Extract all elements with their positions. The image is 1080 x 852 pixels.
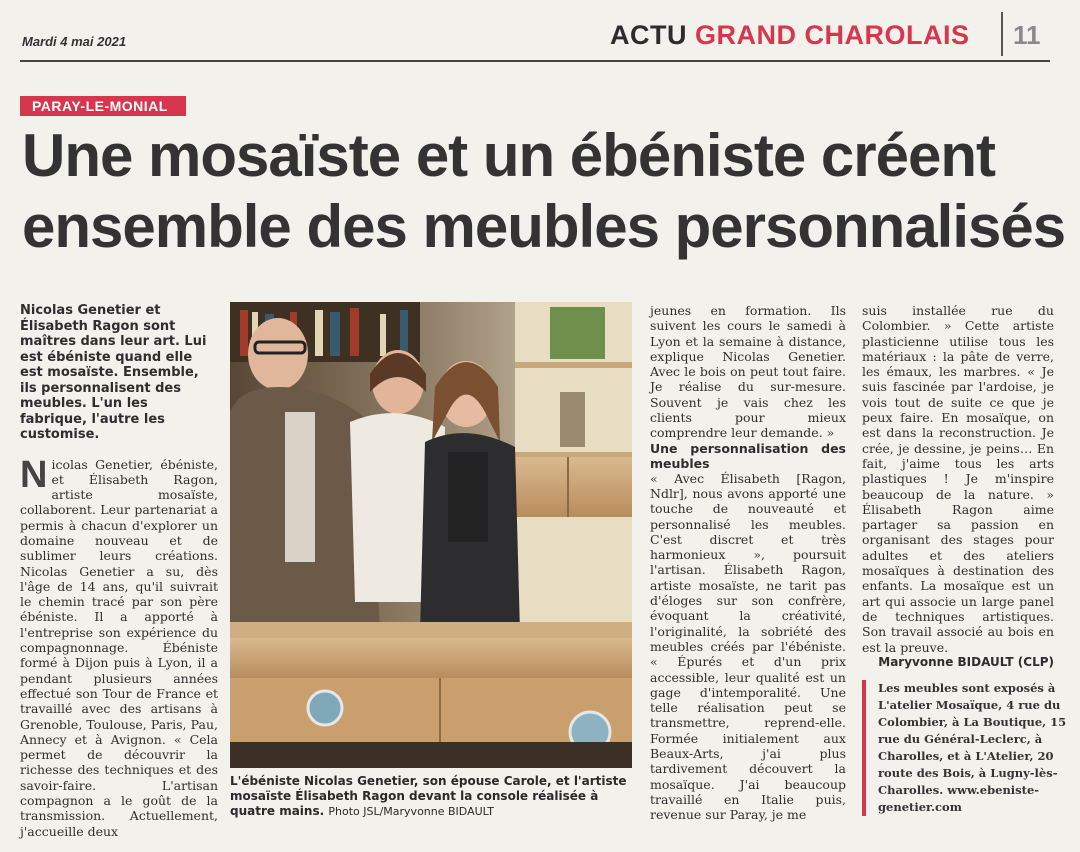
section-title <box>610 20 970 51</box>
column-4 <box>862 303 1054 669</box>
header-rule <box>20 60 1050 62</box>
photo-illustration <box>230 302 632 768</box>
body-paragraph-2: jeunes en formation. Ils suivent les cours le samedi à Lyon et la semaine à distance, explique Nicolas Genetier. Avec le bois on peut tout faire. Je réalise du sur-mesure. Souvent je vais chez les clients pour mieux comprendre leur demande. » <box>650 303 846 441</box>
location-kicker: PARAY-LE-MONIAL <box>20 96 186 116</box>
author-signature: Maryvonne BIDAULT (CLP) <box>878 654 1054 669</box>
article-photo <box>230 302 632 768</box>
exhibition-infobox: Les meubles sont exposés à L'atelier Mosaïque, 4 rue du Colombier, à La Boutique, 15 rue du Général-Leclerc, à Charolles, et à L'Atelier, 20 route des Bois, à Lugny-lès-Charolles. www.ebeniste-genetier.com <box>862 680 1070 816</box>
headline-line-2: ensemble des meubles personnalisés <box>22 193 1066 260</box>
headline-line-1: Une mosaïste et un ébéniste créent <box>22 122 995 189</box>
drop-cap: N <box>20 453 48 496</box>
page-number: 11 <box>1013 20 1041 50</box>
section-prefix: ACTU <box>610 20 687 50</box>
caption-text: L'ébéniste Nicolas Genetier, son épouse Carole, et l'artiste mosaïste Élisabeth Ragon devant la console réalisée à quatre mains. <box>230 774 627 818</box>
body-paragraph-1 <box>20 453 218 839</box>
body-paragraph-3: « Avec Élisabeth [Ragon, Ndlr], nous avons apporté une touche de nouveauté et personnalisé les meubles. C'est discret et très harmonieux », poursuit l'artisan. Élisabeth Ragon, artiste mosaïste, ne tarit pas d'éloges sur son confrère, évoquant la créativité, l'originalité, la sobriété des meubles créés par l'ébéniste. « Épurés et d'un prix accessible, leur qualité est un gage d'intemporalité. Une telle réalisation peut se transmettre, reprend-elle. Formée initialement aux Beaux-Arts, j'ai plus tardivement découvert la mosaïque. J'ai beaucoup travaillé en Italie puis, revenue sur Paray, je me <box>650 470 846 823</box>
column-3 <box>650 303 846 823</box>
body-text-1: icolas Genetier, ébéniste, et Élisabeth Ragon, artiste mosaïste, collaborent. Leur partenariat a permis à chacun d'explorer un domaine nouveau et de sublimer leurs créations. Nicolas Genetier a su, dès l'âge de 14 ans, qu'il suivrait le chemin tracé par son père ébéniste. Il a apporté à l'entreprise son expérience du compagnonnage. Ébéniste formé à Dijon puis à Lyon, il a pendant plusieurs années effectué son Tour de France et travaillé avec des artisans à Grenoble, Toulouse, Paris, Pau, Annecy et à Avignon. « Cela permet de découvrir la richesse des techniques et des savoir-faire. L'artisan compagnon a le goût de la transmission. Actuellement, j'accueille deux <box>20 456 218 839</box>
column-1 <box>20 303 218 839</box>
section-name: GRAND CHAROLAIS <box>695 20 970 50</box>
photo-credit: Photo JSL/Maryvonne BIDAULT <box>328 805 494 818</box>
body-paragraph-4: suis installée rue du Colombier. » Cette artiste plasticienne utilise tous les matériaux : la pâte de verre, les émaux, les marbres. « Je suis fascinée par l'ardoise, je vois tout de suite ce que je peux faire. En mosaïque, on est dans la reconstruction. Je crée, je dessine, je peins… En fait, j'aime tous les arts plastiques ! Je m'inspire beaucoup de la nature. » Élisabeth Ragon aime partager sa passion en organisant des stages pour adultes et des ateliers mosaïques à destination des enfants. La mosaïque est un art qui associe un large panel de techniques artistiques. Son travail associé au bois en est la preuve. <box>862 303 1054 655</box>
photo-caption <box>230 774 632 819</box>
article-lead: Nicolas Genetier et Élisabeth Ragon sont maîtres dans leur art. Lui est ébéniste quand elle est mosaïste. Ensemble, ils personnalisent des meubles. L'un les fabrique, l'autre les customise. <box>20 303 207 442</box>
header-divider <box>1001 12 1003 56</box>
article-subhead: Une personnalisation des meubles <box>650 440 846 471</box>
issue-date: Mardi 4 mai 2021 <box>22 34 127 49</box>
article-headline <box>22 120 1066 262</box>
